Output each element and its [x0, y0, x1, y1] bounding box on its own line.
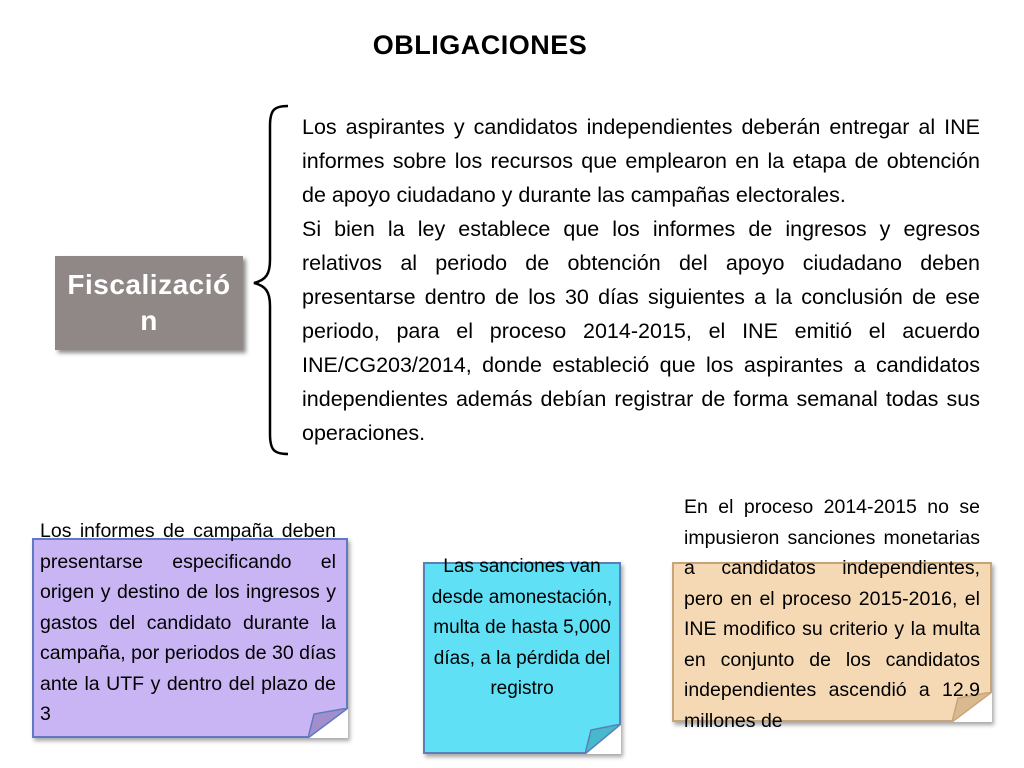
note-tan-text — [684, 492, 980, 736]
curly-brace-icon — [248, 100, 298, 460]
note-purple-text — [40, 516, 336, 730]
main-text — [302, 110, 980, 450]
paragraph-1: Los aspirantes y candidatos independientes deberán entregar al INE informes sobre los recursos que emplearon en la etapa de obtención de apoyo ciudadano y durante las campañas electorales. — [302, 115, 980, 207]
note-cyan-text — [428, 552, 616, 705]
note-purple-paragraph: Los informes de campaña deben presentarse especificando el origen y destino de los ingresos y gastos del candidato durante la campaña, por periodos de 30 días ante la UTF y dentro del plazo de 3 — [40, 520, 336, 725]
topic-box-fiscalizacion: Fiscalización — [55, 256, 243, 350]
folded-corner-icon — [585, 724, 621, 754]
paragraph-2: Si bien la ley establece que los informes de ingresos y egresos relativos al periodo de obtención del apoyo ciudadano deben presentarse dentro de los 30 días siguientes a la conclusión de ese periodo, para el proceso 2014-2015, el INE emitió el acuerdo INE/CG203/2014, donde estableció que los aspirantes a candidatos independientes además debían registrar de forma semanal todas sus operaciones. — [302, 217, 980, 445]
note-cyan-paragraph: Las sanciones van desde amonestación, multa de hasta 5,000 días, a la pérdida del registro — [431, 556, 613, 699]
note-tan-paragraph: En el proceso 2014-2015 no se impusieron sanciones monetarias a candidatos independientes, pero en el proceso 2015-2016, el INE modifico su criterio y la multa en conjunto de los candidatos independientes ascendió a 12.9 millones de — [684, 496, 980, 732]
page-title: OBLIGACIONES — [372, 30, 588, 60]
